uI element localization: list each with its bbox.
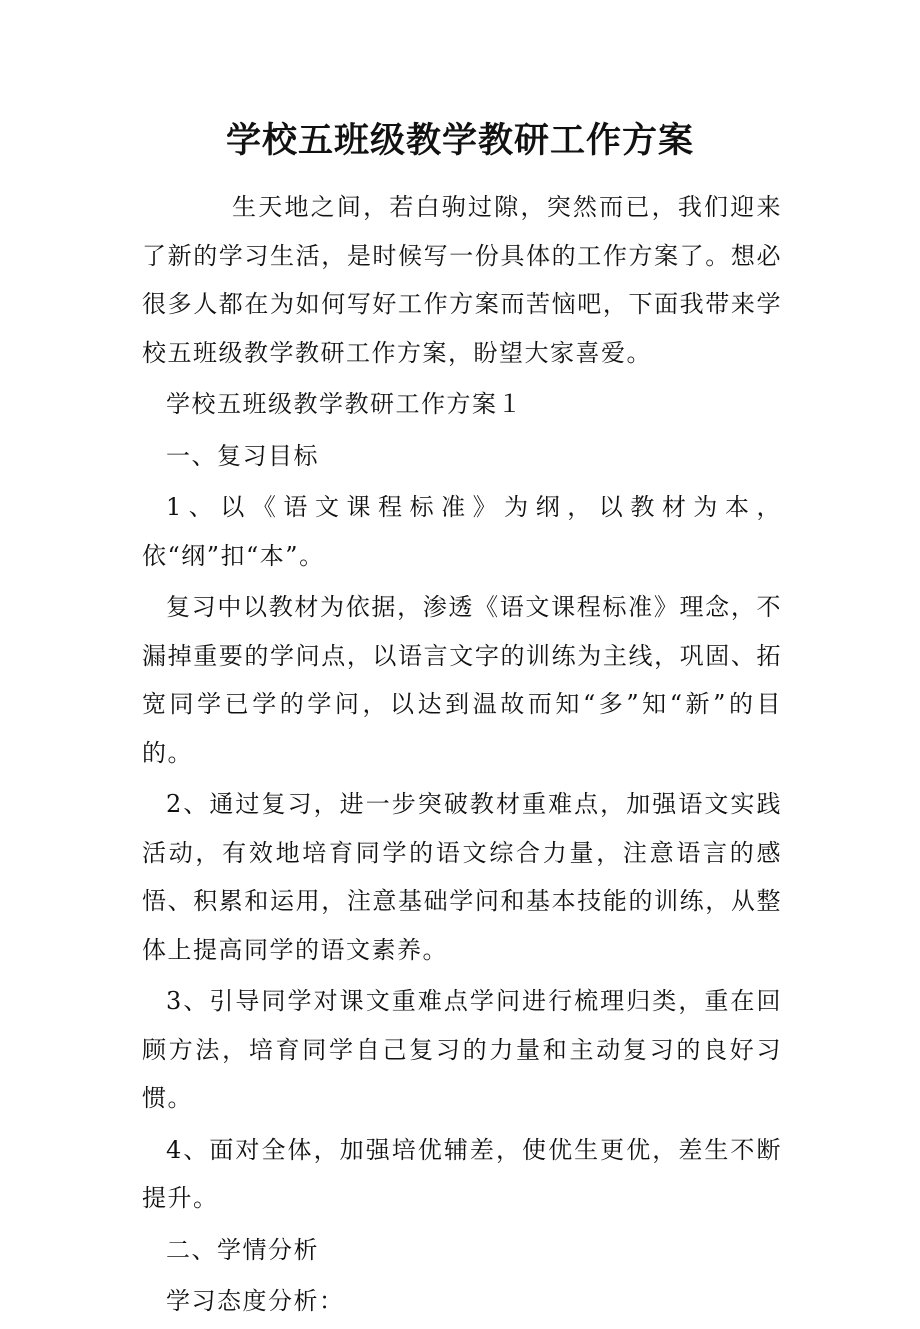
goal-item-2: 2、通过复习，进一步突破教材重难点，加强语文实践活动，有效地培育同学的语文综合力量，注意语言的感悟、积累和运用，注意基础学问和基本技能的训练，从整体上提高同学的语文素养。 [142,790,782,964]
document-body [142,183,782,1329]
plan-subtitle: 学校五班级教学教研工作方案１ [166,390,523,418]
subsection-heading-attitude: 学习态度分析： [166,1287,345,1315]
intro-paragraph: 生天地之间，若白驹过隙，突然而已，我们迎来了新的学习生活，是时候写一份具体的工作方案了。想必很多人都在为如何写好工作方案而苦恼吧，下面我带来学校五班级教学教研工作方案，盼望大家喜爱。 [142,193,782,367]
section-heading-student-analysis: 二、学情分析 [166,1235,319,1264]
body-paragraph: 复习中以教材为依据，渗透《语文课程标准》理念，不漏掉重要的学问点，以语言文字的训练为主线，巩固、拓宽同学已学的学问，以达到温故而知“多”知“新”的目的。 [142,593,782,767]
section-heading-review-goals: 一、复习目标 [166,441,319,470]
goal-item-1: 1、以《语文课程标准》为纲，以教材为本，依“纲”扣“本”。 [142,493,782,570]
goal-item-4: 4、面对全体，加强培优辅差，使优生更优，差生不断提升。 [142,1135,782,1212]
goal-item-3: 3、引导同学对课文重难点学问进行梳理归类，重在回顾方法，培育同学自己复习的力量和主动复习的良好习惯。 [142,987,782,1112]
document-title: 学校五班级教学教研工作方案 [225,121,694,161]
